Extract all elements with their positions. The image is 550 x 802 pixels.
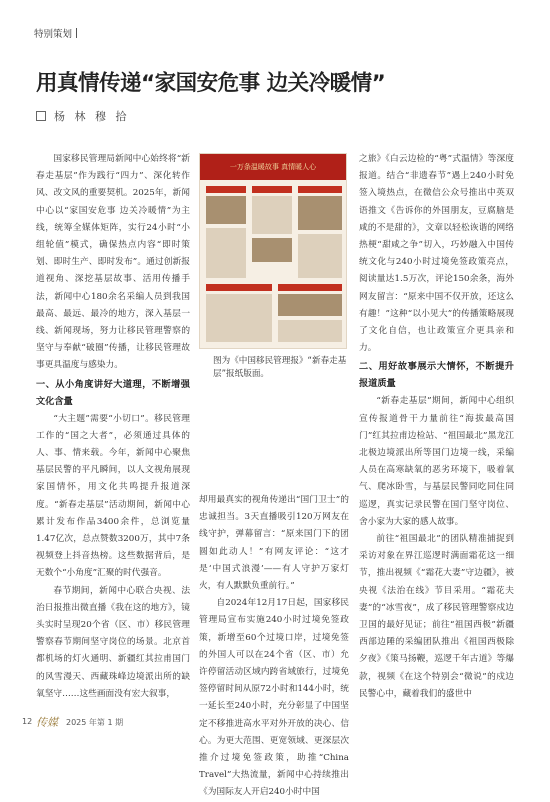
- column-3: [359, 151, 514, 703]
- issue-label: 2025 年第 1 期: [66, 718, 124, 727]
- paragraph: 前往“祖国最北”的团队精准捕捉到采访对象在界江巡逻时满面霜花这一细节，推出视频《“霜花大妻”守边疆》，被央视《法治在线》节目采用。“霜花夫妻”的“冰雪夜”，成了移民管理警察戍边卫国的最好见证；前往“祖国西极”新疆西部边陲的采编团队推出《祖国西极除夕夜》《策马扬鞭，巡逻千年古道》等爆款，视频《在这个特别会“微说”的戍边民警心中，藏着我们的盛世中: [359, 534, 514, 699]
- newspaper-figure: [199, 153, 347, 349]
- figure-caption: 图为《中国移民管理报》“新春走基层”报纸版面。: [213, 356, 347, 379]
- author-line: [36, 108, 130, 124]
- paragraph: 之旅》《白云边检的“粤”式温情》等深度报道。结合“非遗春节”遇上240小时免签入境热点，在微信公众号推出中英双语推文《告诉你的外国朋友，豆腐脑是咸的不是甜的》，文章以轻松诙谐的网络热梗“甜咸之争”切入，巧妙融入中国传统文化与240小时过境免签政策亮点，阅读量达1.5万次，评论150余条，海外网友留言：“原来中国不仅开放，还这么有趣！”这种“以小见大”的传播策略展现了文化自信，也让政策宣介更具亲和力。: [359, 154, 514, 354]
- section-divider: [76, 28, 77, 38]
- article-title: 用真情传递“家国安危事 边关冷暖情”: [36, 71, 386, 96]
- square-icon: [36, 111, 46, 121]
- paragraph: 国家移民管理局新闻中心始终将“新春走基层”作为践行“四力”、深化转作风、改文风的重要契机。2025年，新闻中心以“家国安危事 边关冷暖情”为主线，统筹全媒体矩阵，实行24小时“小组轮值”模式，确保热点内容“即时策划、即时生产、即时发布”。通过创新报道视角、深挖基层故事、活用传播手法，新闻中心180余名采编人员到我国最高、最远、最冷的地方，深入基层一线、新闻现场，努力让移民管理警察的坚守与奉献“破圈”传播，让移民管理故事更具温度与感染力。: [36, 154, 190, 371]
- paragraph: 春节期间，新闻中心联合央视、法治日报推出微直播《我在这的地方》，镜头实时呈现20个省（区、市）移民管理警察春节期间坚守岗位的场景。北京首都机场的灯火通明、新疆红其拉甫国门的风雪漫天、西藏珠峰边境派出所的缺氧坚守……这些画面没有宏大叙事，: [36, 585, 190, 699]
- section-tag: 特别策划: [34, 26, 77, 40]
- section-heading: 二、用好故事展示大情怀，不断提升报道质量: [359, 361, 514, 390]
- page-number: 12: [22, 717, 33, 726]
- column-2: [199, 492, 349, 802]
- paragraph: 自2024年12月17日起，国家移民管理局宣布实施240小时过境免签政策，新增至60个过境口岸，过境免签的外国人可以在24个省（区、市）允许停留活动区域内跨省域旅行，过境免签停留时间从原72小时和144小时，统一延长至240小时，充分彰显了中国坚定不移推进高水平对外开放的决心、信心。为更大范围、更宽领域、更深层次推介过境免签政策，助推“China Travel”大热流量，新闻中心持续推出《为国际友人开启240小时中国: [199, 598, 349, 798]
- magazine-logo: 传媒: [36, 716, 58, 729]
- column-1: [36, 151, 190, 703]
- paragraph: “新春走基层”期间，新闻中心组织宣传报道骨干力量前往“海拔最高国门”红其拉甫边检站、“祖国最北”黑龙江北极边境派出所等国门边境一线，采编人员在高寒缺氧的恶劣环境下，吸着氧气、爬冰卧雪，与基层民警同吃同住同巡逻，真实记录民警在国门坚守岗位、舍小家为大家的感人故事。: [359, 396, 514, 527]
- section-heading: 一、从小角度讲好大道理，不断增强文化含量: [36, 378, 190, 407]
- paragraph: “大主题”需要“小切口”。移民管理工作的“国之大者”，必须通过具体的人、事、情来载。今年，新闻中心聚焦基层民警的平凡瞬间，以人文视角展现家国情怀，用文化共鸣提升报道深度。“新春走基层”活动期间，新闻中心累计发布作品3400余件，总浏览量1.47亿次，总点赞数3200万，其中7条视频登上抖音热榜。这些数据背后，是无数个“小角度”汇聚的时代强音。: [36, 413, 190, 579]
- figure-banner: 一万条温暖故事 真情暖人心: [200, 154, 346, 180]
- author-name: 杨 林 穆 拾: [54, 110, 130, 123]
- paragraph: 却用最真实的视角传递出“国门卫士”的忠诚担当。3天直播吸引120万网友在线守护，弹幕留言：“原来国门下的团圆如此动人！”有网友评论：“这才是‘中国式浪漫’——有人守护万家灯火，有人默默负重前行。”: [199, 495, 349, 592]
